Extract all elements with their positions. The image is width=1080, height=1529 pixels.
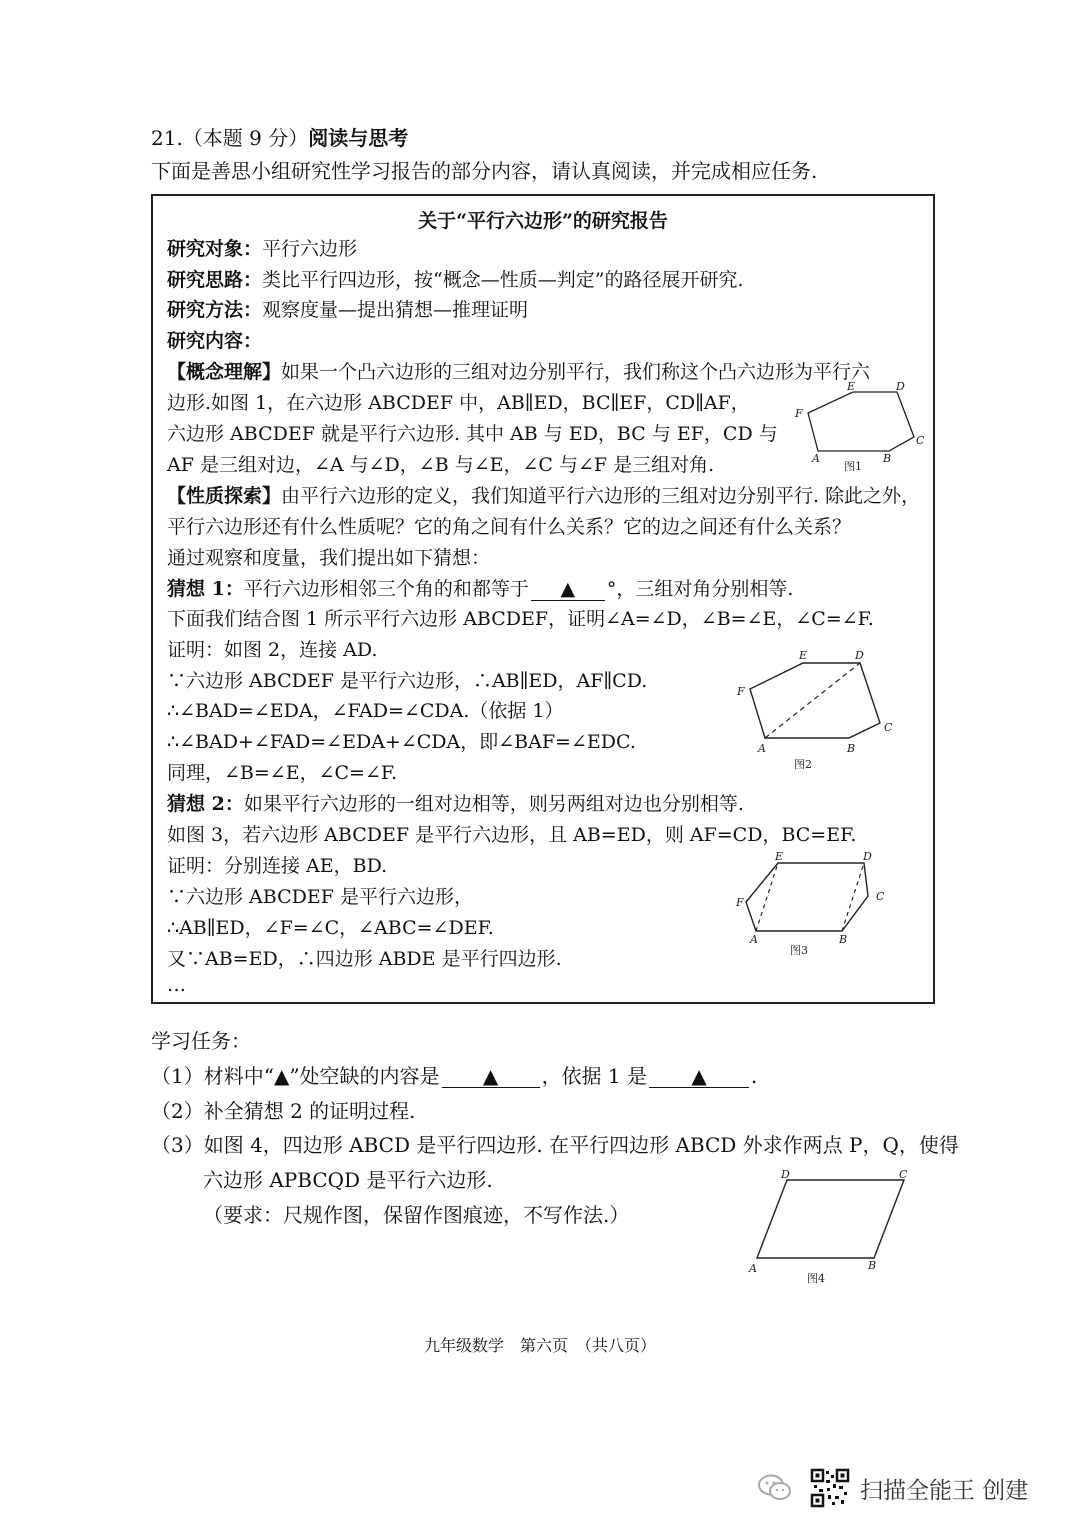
research-object-value: 平行六边形	[262, 238, 358, 260]
fig2-label-c: C	[884, 721, 893, 734]
research-object-label: 研究对象：	[167, 238, 263, 260]
report-title: 关于“平行六边形”的研究报告	[418, 210, 668, 232]
fig3-label-a: A	[750, 933, 758, 946]
guess1-text-pre: 平行六边形相邻三个角的和都等于	[243, 578, 529, 600]
watermark-text: 扫描全能王 创建	[860, 1477, 1029, 1504]
page-footer: 九年级数学 第六页 （共八页）	[423, 1336, 656, 1355]
proof1-line-3: ∵六边形 ABCDEF 是平行六边形，∴AB∥ED，AF∥CD.	[167, 670, 648, 692]
fig3-label-c: C	[876, 890, 885, 903]
figure-2	[730, 646, 900, 774]
fig2-label-d: D	[855, 649, 864, 662]
research-content-label: 研究内容：	[167, 330, 263, 352]
guess1-line	[167, 576, 793, 602]
fig2-label-f: F	[737, 685, 745, 698]
property-line-3: 通过观察和度量，我们提出如下猜想：	[167, 547, 491, 569]
question-intro: 下面是善思小组研究性学习报告的部分内容，请认真阅读，并完成相应任务.	[151, 159, 818, 183]
task-3-line-3: （要求：尺规作图，保留作图痕迹，不写作法.）	[203, 1203, 630, 1227]
research-object	[167, 236, 357, 262]
fig3-caption: 图3	[790, 944, 808, 957]
proof2-ellipsis: …	[167, 974, 186, 996]
task-1-blank-2-mark: ▲	[691, 1064, 707, 1088]
concept-label: 【概念理解】	[167, 361, 282, 383]
fig1-label-c: C	[916, 434, 925, 447]
fig4-label-c: C	[899, 1168, 908, 1181]
research-idea	[167, 267, 743, 293]
proof1-line-2: 证明：如图 2，连接 AD.	[167, 639, 378, 661]
task-1-blank-1-mark: ▲	[482, 1064, 499, 1088]
guess1-label: 猜想 1：	[167, 578, 244, 600]
proof2-line-4: ∴AB∥ED，∠F=∠C，∠ABC=∠DEF.	[167, 917, 494, 939]
task-1-post: .	[751, 1064, 758, 1088]
concept-line-4: AF 是三组对边，∠A 与∠D，∠B 与∠E，∠C 与∠F 是三组对角.	[167, 454, 715, 476]
task-2: （2）补全猜想 2 的证明过程.	[151, 1099, 416, 1123]
fig4-label-b: B	[868, 1259, 877, 1272]
task-1-pre: （1）材料中“▲”处空缺的内容是	[151, 1064, 440, 1088]
figure-4	[745, 1165, 915, 1287]
fig3-label-b: B	[839, 933, 848, 946]
task-3-line-2: 六边形 APBCQD 是平行六边形.	[203, 1168, 493, 1192]
property-label: 【性质探索】	[167, 485, 282, 507]
fig2-label-a: A	[758, 742, 766, 755]
fig3-label-f: F	[736, 896, 744, 909]
research-method	[167, 297, 528, 323]
fig1-label-b: B	[883, 452, 892, 465]
question-header	[151, 125, 408, 151]
proof1-line-5: ∴∠BAD+∠FAD=∠EDA+∠CDA，即∠BAF=∠EDC.	[167, 731, 636, 753]
fig2-label-b: B	[847, 742, 856, 755]
question-number: 21.（本题 9 分）	[151, 126, 309, 150]
guess2-text: 如果平行六边形的一组对边相等，则另两组对边也分别相等.	[243, 793, 744, 815]
fig1-label-e: E	[847, 380, 856, 393]
research-idea-label: 研究思路：	[167, 269, 263, 291]
guess1-text-post: °，三组对角分别相等.	[606, 578, 794, 600]
figure-1	[790, 380, 925, 472]
fig2-caption: 图2	[794, 758, 812, 771]
wechat-icon	[758, 1474, 792, 1502]
fig4-caption: 图4	[807, 1272, 825, 1285]
fig1-label-f: F	[795, 407, 803, 420]
guess1-blank-mark: ▲	[560, 578, 576, 600]
proof2-line-1: 如图 3，若六边形 ABCDEF 是平行六边形，且 AB=ED，则 AF=CD，BC=EF.	[167, 824, 857, 846]
research-method-label: 研究方法：	[167, 299, 263, 321]
guess2-line	[167, 791, 744, 817]
tasks-label: 学习任务：	[151, 1029, 251, 1053]
fig1-caption: 图1	[844, 460, 862, 472]
figure-3	[730, 848, 895, 960]
proof2-line-2: 证明：分别连接 AE，BD.	[167, 855, 388, 877]
concept-text-1: 如果一个凸六边形的三组对边分别平行，我们称这个凸六边形为平行六	[281, 361, 871, 383]
guess1-blank	[531, 578, 605, 601]
proof1-line-4: ∴∠BAD=∠EDA，∠FAD=∠CDA.（依据 1）	[167, 700, 564, 722]
fig1-label-d: D	[896, 380, 905, 393]
proof2-line-5: 又∵AB=ED，∴四边形 ABDE 是平行四边形.	[167, 948, 562, 970]
fig3-label-d: D	[863, 850, 872, 863]
research-method-value: 观察度量—提出猜想—推理证明	[262, 299, 529, 321]
research-idea-value: 类比平行四边形，按“概念—性质—判定”的路径展开研究.	[262, 269, 744, 291]
task-1-blank-2	[649, 1065, 749, 1088]
qr-code-icon	[810, 1468, 850, 1508]
proof1-line-1: 下面我们结合图 1 所示平行六边形 ABCDEF，证明∠A=∠D，∠B=∠E，∠C=∠F.	[167, 608, 874, 630]
concept-line-3: 六边形 ABCDEF 就是平行六边形. 其中 AB 与 ED，BC 与 EF，CD 与	[167, 423, 778, 445]
fig2-label-e: E	[799, 649, 808, 662]
fig1-label-a: A	[812, 452, 820, 465]
property-line-1	[167, 483, 920, 509]
task-3-line-1: （3）如图 4，四边形 ABCD 是平行四边形. 在平行四边形 ABCD 外求作两点 P，Q，使得	[151, 1133, 959, 1157]
question-title: 阅读与思考	[308, 126, 409, 150]
task-1	[151, 1063, 757, 1089]
property-line-2: 平行六边形还有什么性质呢？它的角之间有什么关系？它的边之间还有什么关系？	[167, 516, 852, 538]
property-text-1: 由平行六边形的定义，我们知道平行六边形的三组对边分别平行. 除此之外，	[281, 485, 921, 507]
fig4-label-d: D	[781, 1168, 790, 1181]
concept-line-1	[167, 359, 870, 385]
proof2-line-3: ∵六边形 ABCDEF 是平行六边形，	[167, 886, 473, 908]
watermark	[758, 1468, 1028, 1508]
proof1-line-6: 同理，∠B=∠E，∠C=∠F.	[167, 762, 398, 784]
fig3-label-e: E	[775, 850, 784, 863]
task-1-blank-1	[442, 1065, 540, 1088]
task-1-mid: ，依据 1 是	[541, 1064, 648, 1088]
fig4-label-a: A	[749, 1262, 757, 1275]
guess2-label: 猜想 2：	[167, 793, 244, 815]
concept-line-2: 边形.如图 1，在六边形 ABCDEF 中，AB∥ED，BC∥EF，CD∥AF，	[167, 392, 750, 414]
